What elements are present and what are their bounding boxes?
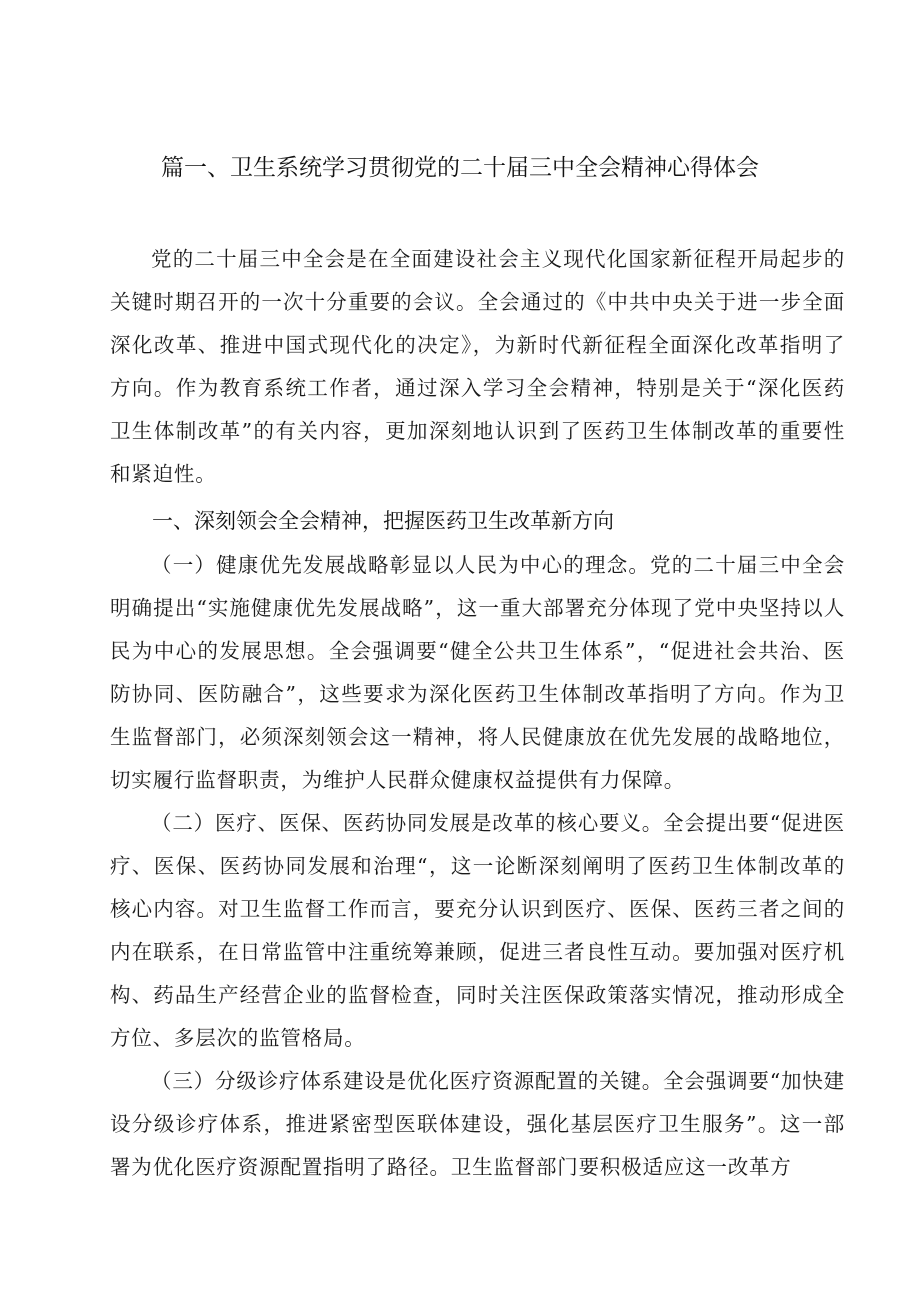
- document-body: [110, 238, 845, 1189]
- document-title: 篇一、卫生系统学习贯彻党的二十届三中全会精神心得体会: [161, 155, 759, 181]
- paragraph-3: （三）分级诊疗体系建设是优化医疗资源配置的关键。全会强调要“加快建设分级诊疗体系，推进紧密型医联体建设，强化基层医疗卫生服务”。这一部署为优化医疗资源配置指明了路径。卫生监督部门要积极适应这一改革方: [110, 1069, 845, 1179]
- paragraph-1: （一）健康优先发展战略彰显以人民为中心的理念。党的二十届三中全会明确提出“实施健康优先发展战略”，这一重大部署充分体现了党中央坚持以人民为中心的发展思想。全会强调要“健全公共卫生体系”，“促进社会共治、医防协同、医防融合”，这些要求为深化医药卫生体制改革指明了方向。作为卫生监督部门，必须深刻领会这一精神，将人民健康放在优先发展的战略地位，切实履行监督职责，为维护人民群众健康权益提供有力保障。: [110, 553, 845, 792]
- intro-paragraph: 党的二十届三中全会是在全面建设社会主义现代化国家新征程开局起步的关键时期召开的一次十分重要的会议。全会通过的《中共中央关于进一步全面深化改革、推进中国式现代化的决定》，为新时代新征程全面深化改革指明了方向。作为教育系统工作者，通过深入学习全会精神，特别是关于“深化医药卫生体制改革”的有关内容，更加深刻地认识到了医药卫生体制改革的重要性和紧迫性。: [110, 247, 845, 486]
- paragraph-2: （二）医疗、医保、医药协同发展是改革的核心要义。全会提出要“促进医疗、医保、医药协同发展和治理“，这一论断深刻阐明了医药卫生体制改革的核心内容。对卫生监督工作而言，要充分认识到医疗、医保、医药三者之间的内在联系，在日常监管中注重统筹兼顾，促进三者良性互动。要加强对医疗机构、药品生产经营企业的监督检查，同时关注医保政策落实情况，推动形成全方位、多层次的监管格局。: [110, 811, 845, 1050]
- section-heading: 一、深刻领会全会精神，把握医药卫生改革新方向: [152, 509, 614, 533]
